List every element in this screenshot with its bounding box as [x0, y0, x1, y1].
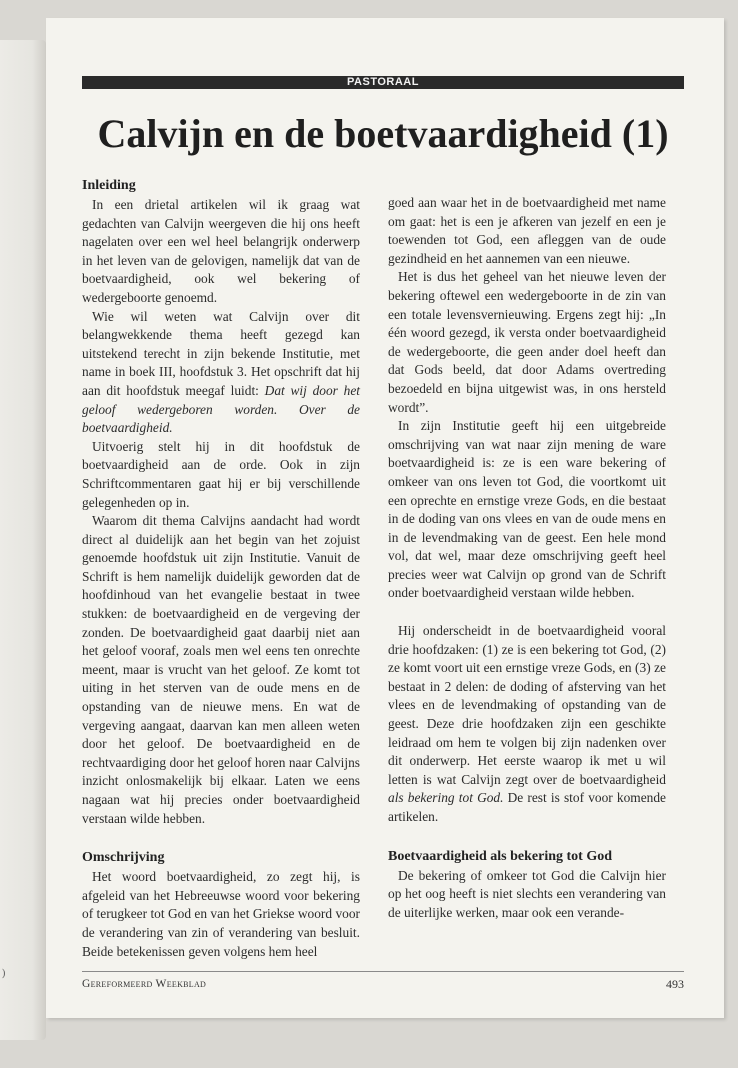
paragraph: In zijn Institutie geeft hij een uitgebreide omschrijving van wat naar zijn mening de ware boetvaardigheid is: ze is een ware bekering of omkeer van ons leven tot God, die voortkomt uit een oprechte en ernstige vreze Gods, en die bestaat in de doding van ons vlees en van de oude mens en in de levendmaking van de geest. Een hele mond vol, dat wel, maar deze omschrijving geeft heel precies weer wat Calvijn op grond van de Schrift onder boetvaardigheid verstaan wilde hebben. [388, 418, 666, 601]
edge-mark: ) [2, 968, 6, 979]
paragraph: goed aan waar het in de boetvaardigheid met name om gaat: het is een je afkeren van jezelf en een je toewenden tot God, een afleggen van de oude gezindheid en het aannemen van een nieuwe. [388, 195, 666, 266]
heading-inleiding: Inleiding [82, 178, 136, 193]
right-column [388, 194, 666, 922]
page-number: 493 [666, 977, 684, 991]
paragraph: Waarom dit thema Calvijns aandacht had wordt direct al duidelijk aan het begin van het zojuist genoemde hoofdstuk uit zijn Institutie. Vanuit de Schrift is hem namelijk duidelijk geworden dat de hoofdinhoud van het evangelie bestaat in twee stukken: de boetvaardigheid en de vergeving der zonden. De boetvaardigheid gaat daarbij niet aan het geloof vooraf, zoals men wel eens ten onrechte meent, maar is vrucht van het geloof. Ze komt tot uiting in het sterven van de oude mens en de opstanding van de nieuwe mens. En wat de vergeving aangaat, daarvan kan men alleen weten door het geloof. De boetvaardigheid en de rechtvaardiging door het geloof horen naar Calvijns inzicht onlosmakelijk bij elkaar. Laten we eens nagaan wat hij precies onder boetvaardigheid verstaan wilde hebben. [82, 513, 360, 826]
paragraph [82, 308, 360, 438]
heading-bekering: Boetvaardigheid als bekering tot God [388, 848, 613, 864]
article-title: Calvijn en de boetvaardigheid (1) [97, 111, 669, 156]
paragraph-italic: als bekering tot God. [388, 790, 504, 806]
magazine-page [46, 18, 724, 1018]
paragraph: In een drietal artikelen wil ik graag wat gedachten van Calvijn weergeven die hij ons heeft nagelaten over een wel heel belangrijk onderwerp in het leven van de gelovigen, namelijk dat van de boetvaardigheid, ook wel bekering of wedergeboorte genoemd. [82, 197, 360, 305]
paragraph-text: Wie wil weten wat Calvijn over dit belangwekkende thema heeft gezegd kan uitstekend terecht in zijn bekende Institutie, met name in boek III, hoofdstuk 3. Het opschrift dat hij aan dit hoofdstuk meegaf luidt: [82, 308, 360, 398]
paragraph: Het woord boetvaardigheid, zo zegt hij, is afgeleid van het Hebreeuwse woord voor bekering of terugkeer tot God en van het Griekse woord voor de verandering van zin of verandering van besluit. Beide betekenissen geven volgens hem heel [82, 869, 360, 959]
spacer [388, 603, 666, 622]
binding-edge [0, 40, 46, 1040]
publication-name: Gereformeerd Weekblad [82, 978, 207, 990]
paragraph: De bekering of omkeer tot God die Calvijn hier op het oog heeft is niet slechts een verandering van de uiterlijke werken, maar ook een verande- [388, 867, 666, 920]
section-bar: PASTORAAL [82, 76, 684, 89]
left-column [82, 176, 360, 961]
paragraph-text: Hij onderscheidt in de boetvaardigheid vooral drie hoofdzaken: (1) ze is een bekering tot God, (2) ze komt voort uit een ernstige vreze Gods, en (3) ze bestaat in 2 delen: de doding of afsterving van het vlees en de levendmaking of opstanding van de geest. Deze drie hoofdzaken zijn een geschikte leidraad om hem te volgen bij zijn nadenken over dit onderwerp. Het eerste waarop ik met u wil letten is wat Calvijn zegt over de boetvaardigheid [388, 623, 666, 787]
paragraph [388, 622, 666, 827]
paragraph: Het is dus het geheel van het nieuwe leven der bekering oftewel een wedergeboorte in de zin van een totale levensvernieuwing. Ergens zegt hij: „In één woord gezegd, ik versta onder boetvaardigheid de wedergeboorte, die geen ander doel heeft dan dat Gods beeld, dat door Adams overtreding bezoedeld en bijna uitgewist was, in ons hersteld wordt”. [388, 269, 666, 415]
paragraph-text: De rest is stof voor komende artikelen. [388, 790, 666, 824]
paragraph-italic: Dat wij door het geloof wedergeboren worden. Over de boetvaardigheid. [82, 382, 360, 436]
footer-divider [82, 971, 684, 972]
paragraph: Uitvoerig stelt hij in dit hoofdstuk de boetvaardigheid aan de orde. Ook in zijn Schriftcommentaren gaat hij er bij verschillende gelegenheden op in. [82, 438, 360, 510]
heading-omschrijving: Omschrijving [82, 850, 165, 866]
